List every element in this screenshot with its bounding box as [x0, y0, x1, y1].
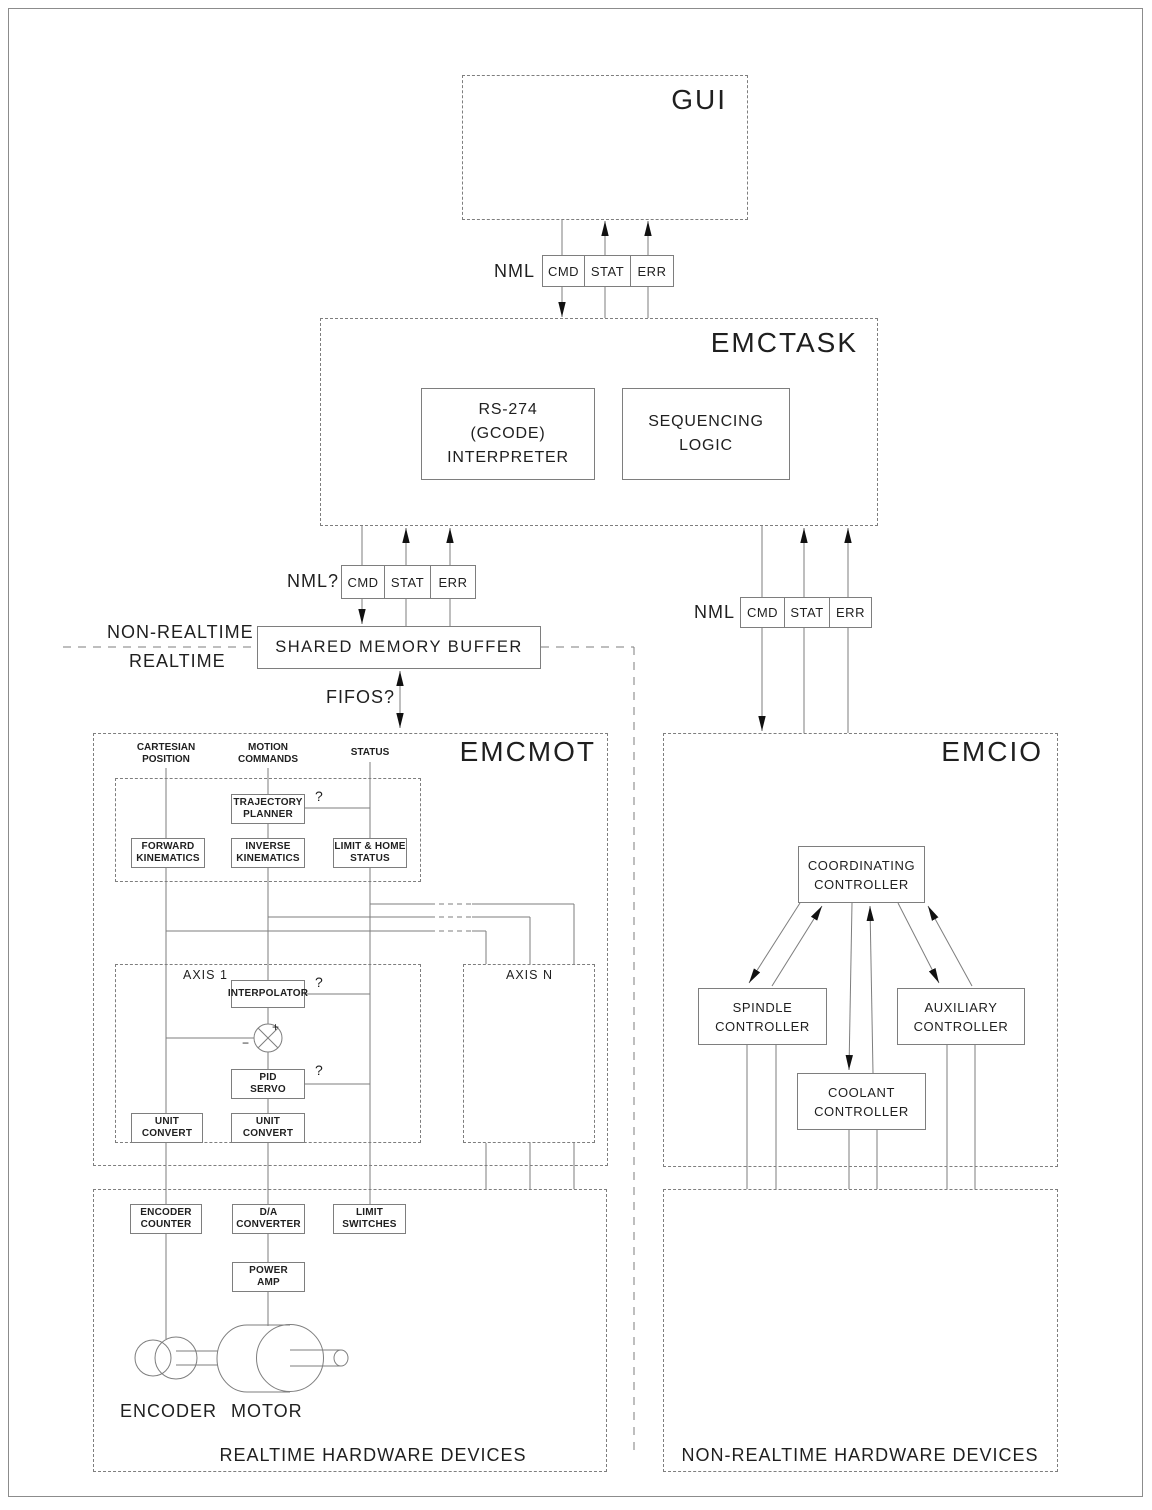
unit-convert-line1: UNIT	[255, 1116, 281, 1127]
shared-memory-buffer-label: SHARED MEMORY BUFFER	[275, 638, 523, 656]
unit-convert-output-box	[231, 1113, 305, 1143]
nml-top-label: NML	[494, 261, 536, 281]
auxiliary-line1: AUXILIARY	[924, 999, 998, 1015]
nml-top-row	[542, 255, 674, 285]
cartesian-header-line2: POSITION	[142, 754, 190, 765]
rs274-line3: INTERPRETER	[447, 449, 569, 466]
limit-home-line1: LIMIT & HOME	[334, 841, 406, 852]
da-converter-line2: CONVERTER	[236, 1219, 301, 1230]
realtime-label: REALTIME	[129, 651, 226, 671]
encoder-label: ENCODER	[120, 1401, 218, 1421]
sequencing-line2: LOGIC	[679, 437, 733, 454]
nml-top-stat-cell: STAT	[584, 255, 631, 287]
nml-task-io-cmd-cell: CMD	[740, 597, 785, 628]
axisn-box	[463, 964, 595, 1143]
limit-home-line2: STATUS	[350, 853, 390, 864]
power-amp-box	[232, 1262, 305, 1292]
trajectory-question-mark: ?	[315, 788, 323, 804]
encoder-counter-box	[130, 1204, 202, 1234]
unit-convert-line2: CONVERT	[242, 1128, 294, 1139]
spindle-line1: SPINDLE	[732, 999, 793, 1015]
limit-switches-line1: LIMIT	[355, 1207, 384, 1218]
axisn-label: AXIS N	[506, 968, 553, 982]
power-amp-line2: AMP	[257, 1277, 280, 1288]
non-realtime-label: NON-REALTIME	[107, 622, 254, 642]
auxiliary-line2: CONTROLLER	[913, 1018, 1009, 1034]
nml-task-mot-stat-cell: STAT	[384, 565, 431, 599]
encoder-counter-line1: ENCODER	[140, 1207, 192, 1218]
pid-question-mark: ?	[315, 1062, 323, 1078]
motion-header-line2: COMMANDS	[238, 754, 298, 765]
nml-task-mot-err-cell: ERR	[430, 565, 476, 599]
rs274-interpreter-box	[421, 388, 595, 480]
spindle-line2: CONTROLLER	[715, 1018, 810, 1034]
nml-task-mot-label: NML?	[287, 571, 340, 591]
fifos-label: FIFOS?	[326, 687, 396, 707]
pid-servo-box	[231, 1069, 305, 1099]
forward-line2: KINEMATICS	[136, 853, 200, 864]
unit-convert-line2: CONVERT	[141, 1128, 193, 1139]
limit-home-status-box	[333, 838, 407, 868]
interpolator-box	[227, 980, 309, 1008]
sequencing-logic-box	[622, 388, 790, 480]
trajectory-line2: PLANNER	[243, 809, 293, 820]
coolant-line2: CONTROLLER	[814, 1103, 909, 1119]
unit-convert-line1: UNIT	[154, 1116, 180, 1127]
interpolator-label: INTERPOLATOR	[227, 988, 309, 999]
motion-commands-header	[218, 742, 318, 766]
nml-task-io-stat-cell: STAT	[784, 597, 830, 628]
rs274-line2: (GCODE)	[470, 425, 546, 442]
coolant-controller-box	[797, 1073, 926, 1130]
encoder-counter-line2: COUNTER	[140, 1219, 192, 1230]
coolant-line1: COOLANT	[827, 1084, 896, 1100]
trajectory-planner-box	[231, 794, 305, 824]
nml-task-io-row	[740, 597, 872, 626]
trajectory-line1: TRAJECTORY	[233, 797, 303, 808]
interpolator-question-mark: ?	[315, 974, 323, 990]
nonrealtime-devices-label: NON-REALTIME HARDWARE DEVICES	[681, 1445, 1039, 1465]
emcmot-title: EMCMOT	[459, 736, 596, 767]
da-converter-line1: D/A	[259, 1207, 278, 1218]
pid-line2: SERVO	[250, 1084, 286, 1095]
axis1-label: AXIS 1	[183, 968, 228, 982]
emcio-title: EMCIO	[941, 736, 1043, 767]
da-converter-box	[232, 1204, 305, 1234]
motion-header-line1: MOTION	[248, 742, 288, 753]
status-header: STATUS	[350, 747, 390, 758]
spindle-controller-box	[698, 988, 827, 1045]
auxiliary-controller-box	[897, 988, 1025, 1045]
unit-convert-position-box	[131, 1113, 203, 1143]
motor-label: MOTOR	[231, 1401, 303, 1421]
limit-switches-line2: SWITCHES	[342, 1219, 397, 1230]
inverse-line2: KINEMATICS	[236, 853, 300, 864]
nml-task-mot-row	[341, 565, 476, 597]
nml-top-err-cell: ERR	[630, 255, 674, 287]
limit-switches-box	[333, 1204, 406, 1234]
nml-task-mot-cmd-cell: CMD	[341, 565, 385, 599]
coordinating-line1: COORDINATING	[807, 857, 916, 873]
pid-line1: PID	[259, 1072, 277, 1083]
coordinating-controller-box	[798, 846, 925, 903]
nonrealtime-hardware-box	[663, 1189, 1058, 1472]
sequencing-line1: SEQUENCING	[648, 413, 764, 430]
nml-task-io-label: NML	[694, 602, 736, 622]
power-amp-line1: POWER	[249, 1265, 288, 1276]
nml-task-io-err-cell: ERR	[829, 597, 872, 628]
forward-line1: FORWARD	[141, 841, 195, 852]
summing-plus-sign: +	[272, 1020, 280, 1034]
nml-top-cmd-cell: CMD	[542, 255, 585, 287]
cartesian-position-header	[116, 742, 216, 766]
forward-kinematics-box	[131, 838, 205, 868]
gui-title: GUI	[671, 84, 727, 115]
rs274-line1: RS-274	[478, 401, 538, 418]
coordinating-line2: CONTROLLER	[814, 876, 909, 892]
inverse-kinematics-box	[231, 838, 305, 868]
inverse-line1: INVERSE	[245, 841, 291, 852]
emctask-title: EMCTASK	[710, 327, 858, 358]
shared-memory-buffer-box	[257, 626, 541, 669]
cartesian-header-line1: CARTESIAN	[136, 742, 196, 753]
realtime-devices-label: REALTIME HARDWARE DEVICES	[219, 1445, 527, 1465]
summing-minus-sign: −	[242, 1036, 250, 1050]
